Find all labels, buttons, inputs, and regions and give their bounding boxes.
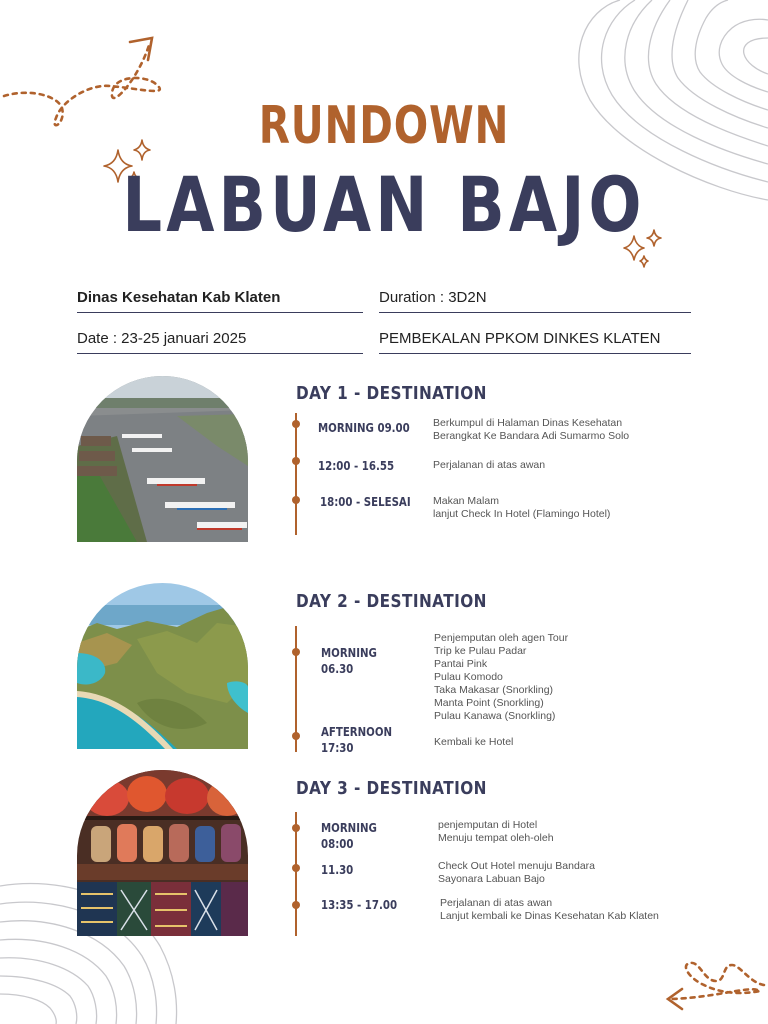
timeline-dot [292, 864, 300, 872]
schedule-description: Makan Malam lanjut Check In Hotel (Flamingo Hotel) [433, 495, 611, 520]
duration-field: Duration : 3D2N [379, 285, 691, 313]
timeline-dot [292, 901, 300, 909]
page-subtitle: RUNDOWN [258, 96, 510, 156]
time-label: 13:35 - 17.00 [321, 898, 398, 912]
day-2-title: DAY 2 - DESTINATION [296, 591, 487, 612]
time-label: 12:00 - 16.55 [318, 459, 395, 473]
schedule-description: Kembali ke Hotel [434, 736, 514, 748]
time-label: AFTERNOON 17:30 [321, 725, 393, 755]
event-field: PEMBEKALAN PPKOM DINKES KLATEN [379, 326, 691, 354]
time-label: MORNING 08:00 [321, 821, 377, 851]
timeline-dot [292, 420, 300, 428]
schedule-description: Berkumpul di Halaman Dinas Kesehatan Berangkat Ke Bandara Adi Sumarmo Solo [433, 417, 630, 442]
schedule-description: penjemputan di Hotel Menuju tempat oleh-oleh [438, 819, 554, 844]
time-label: MORNING 06.30 [321, 646, 377, 676]
padar-island-photo [77, 583, 248, 749]
day-3-title: DAY 3 - DESTINATION [296, 778, 487, 799]
time-label: 18:00 - SELESAI [320, 495, 411, 509]
organizer-field: Dinas Kesehatan Kab Klaten [77, 285, 363, 313]
schedule-description: Check Out Hotel menuju Bandara Sayonara Labuan Bajo [438, 860, 596, 885]
time-label: MORNING 09.00 [318, 421, 410, 435]
timeline-dot [292, 648, 300, 656]
schedule-description: Perjalanan di atas awan [433, 459, 546, 471]
timeline-dot [292, 732, 300, 740]
timeline-dot [292, 457, 300, 465]
timeline-line [295, 413, 297, 535]
date-field: Date : 23-25 januari 2025 [77, 326, 363, 354]
schedule-description: Penjemputan oleh agen Tour Trip ke Pulau Padar Pantai Pink Pulau Komodo Taka Makasar (Snorkling) Manta Point (Snorkling) Pulau Kanawa (Snorkling) [434, 632, 569, 722]
day-1-title: DAY 1 - DESTINATION [296, 383, 487, 404]
time-label: 11.30 [321, 863, 354, 877]
airport-aerial-photo [77, 376, 248, 542]
timeline-dot [292, 496, 300, 504]
souvenir-market-photo [77, 770, 248, 936]
schedule-description: Perjalanan di atas awan Lanjut kembali ke Dinas Kesehatan Kab Klaten [440, 897, 659, 922]
dashed-arrow-decoration [660, 955, 768, 1015]
page-title: LABUAN BAJO [122, 160, 646, 249]
timeline-dot [292, 824, 300, 832]
